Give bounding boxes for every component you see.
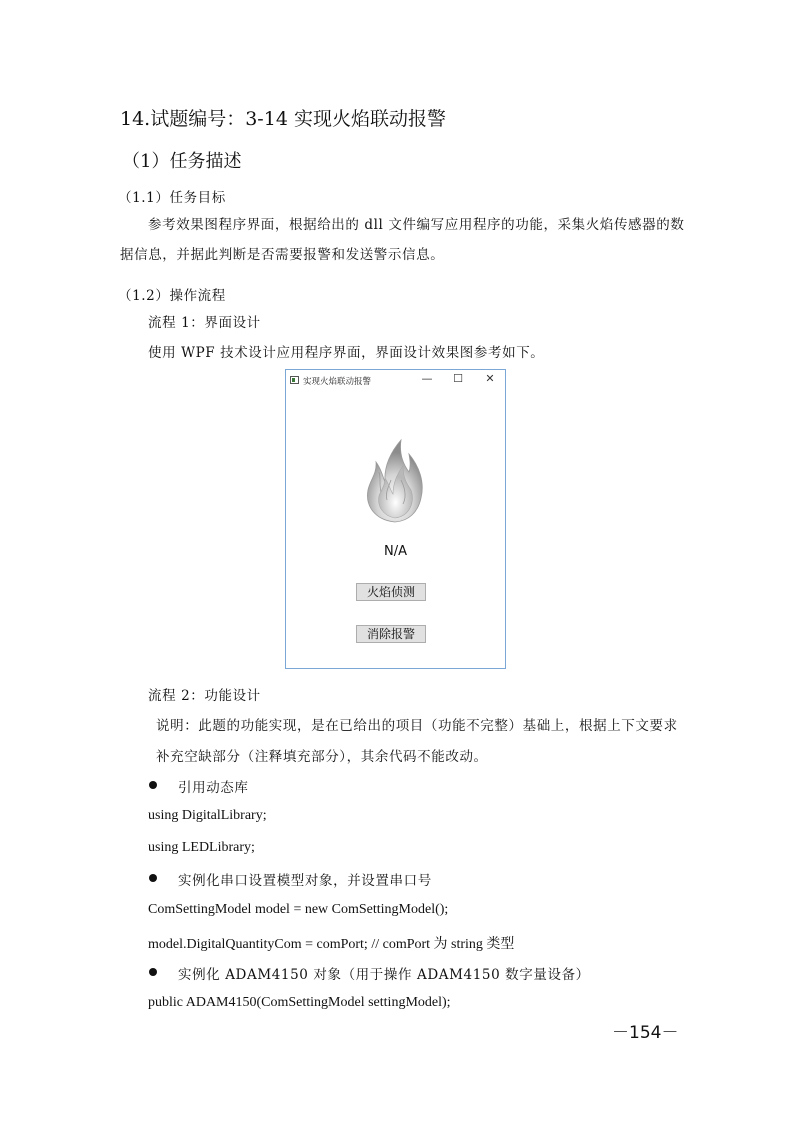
bullet-icon bbox=[149, 874, 157, 882]
question-heading: 14.试题编号：3-14 实现火焰联动报警 bbox=[120, 108, 446, 130]
bullet-reference-dll: 引用动态库 bbox=[178, 780, 249, 796]
note-line1: 说明：此题的功能实现，是在已给出的项目（功能不完整）基础上，根据上下文要求 bbox=[156, 718, 678, 734]
code-line-adam-constructor: public ADAM4150(ComSettingModel settingModel); bbox=[148, 995, 451, 1010]
bullet-icon bbox=[149, 968, 157, 976]
subsection-operation-flow: （1.2）操作流程 bbox=[118, 288, 226, 304]
bullet-instantiate-adam: 实例化 ADAM4150 对象（用于操作 ADAM4150 数字量设备） bbox=[178, 967, 590, 983]
paragraph-goal-line1: 参考效果图程序界面，根据给出的 dll 文件编写应用程序的功能，采集火焰传感器的数 bbox=[148, 217, 685, 233]
flow1-description: 使用 WPF 技术设计应用程序界面，界面设计效果图参考如下。 bbox=[148, 345, 545, 361]
app-title-bar bbox=[286, 370, 505, 392]
flame-icon bbox=[363, 434, 427, 524]
subsection-task-goal: （1.1）任务目标 bbox=[118, 190, 226, 206]
code-line-set-port: model.DigitalQuantityCom = comPort; // comPort 为 string 类型 bbox=[148, 937, 515, 952]
page-number: －154－ bbox=[612, 1023, 679, 1043]
bullet-instantiate-model: 实例化串口设置模型对象，并设置串口号 bbox=[178, 873, 432, 889]
app-icon bbox=[290, 376, 299, 384]
flow2-title: 流程 2：功能设计 bbox=[148, 688, 261, 704]
flow1-title: 流程 1：界面设计 bbox=[148, 315, 261, 331]
clear-alarm-button[interactable]: 消除报警 bbox=[356, 625, 426, 643]
flame-status-label: N/A bbox=[384, 544, 407, 559]
paragraph-goal-line2: 据信息，并据此判断是否需要报警和发送警示信息。 bbox=[120, 247, 445, 263]
app-title: 实现火焰联动报警 bbox=[303, 377, 372, 387]
code-line-using-digital: using DigitalLibrary; bbox=[148, 808, 267, 823]
app-window-preview bbox=[285, 369, 506, 669]
code-line-new-model: ComSettingModel model = new ComSettingModel(); bbox=[148, 902, 449, 917]
minimize-icon[interactable]: — bbox=[421, 372, 433, 385]
close-icon[interactable]: ✕ bbox=[485, 372, 495, 385]
bullet-icon bbox=[149, 781, 157, 789]
maximize-icon[interactable]: ☐ bbox=[453, 372, 463, 385]
flame-detect-button[interactable]: 火焰侦测 bbox=[356, 583, 426, 601]
code-line-using-led: using LEDLibrary; bbox=[148, 840, 255, 855]
section-task-description: （1）任务描述 bbox=[122, 151, 242, 172]
note-line2: 补充空缺部分（注释填充部分），其余代码不能改动。 bbox=[156, 749, 488, 765]
